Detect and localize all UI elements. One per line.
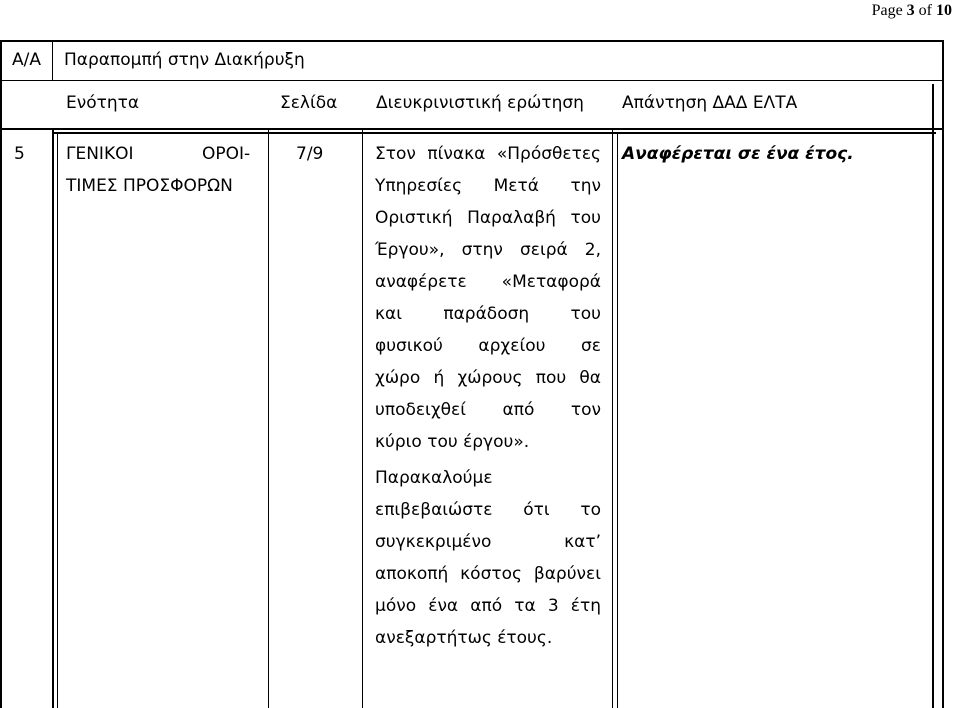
header-question: Διευκρινιστική ερώτηση: [376, 93, 584, 113]
header-aa: Α/Α: [12, 50, 41, 70]
question-line: Στον πίνακα «Πρόσθετες: [375, 144, 601, 164]
question-line: φυσικού αρχείου σε: [375, 336, 601, 356]
header-section: Ενότητα: [66, 93, 140, 113]
question-line: κύριο του έργου».: [375, 432, 530, 452]
question-line: Έργου», στην σειρά 2,: [375, 240, 601, 260]
page-label: Page: [871, 2, 903, 19]
question-line: αναφέρετε «Μεταφορά: [375, 272, 601, 292]
question-line: υποδειχθεί από τον: [375, 400, 601, 420]
question-line: ανεξαρτήτως έτους.: [375, 628, 553, 648]
question-line: χώρο ή χώρους που θα: [375, 368, 601, 388]
question-line: συγκεκριμένο κατ’: [375, 532, 601, 552]
col-divider-section: [52, 128, 54, 708]
col-divider-page: [268, 128, 269, 708]
question-line: και παράδοση του: [375, 304, 601, 324]
header-bottom-border: [0, 128, 944, 130]
question-line: Υπηρεσίες Μετά την: [375, 176, 601, 196]
answer-text: Αναφέρεται σε ένα έτος.: [622, 144, 854, 164]
question-paragraph-1: [375, 138, 601, 458]
row-section-word-2: ΟΡΟΙ-: [202, 144, 251, 164]
question-line: μόνο ένα από τα 3 έτη: [375, 596, 601, 616]
col-divider-aa: [52, 40, 53, 81]
header-shadow-line: [52, 132, 936, 134]
table-top-border: [0, 40, 944, 42]
question-line: επιβεβαιώστε ότι το: [375, 500, 601, 520]
question-line: αποκοπή κόστος βαρύνει: [375, 564, 601, 584]
current-page: 3: [906, 2, 915, 19]
table-left-border: [0, 40, 2, 708]
page-of-label: of: [918, 2, 932, 19]
header-divider: [0, 80, 944, 81]
table-right-border: [942, 40, 944, 708]
question-line: Παρακαλούμε: [375, 468, 493, 488]
row-section-word-1: ΓΕΝΙΚΟΙ: [66, 144, 134, 164]
col-divider-section-inner: [57, 132, 58, 708]
row-section-line-2: ΤΙΜΕΣ ΠΡΟΣΦΟΡΩΝ: [66, 176, 233, 196]
question-line: Οριστική Παραλαβή του: [375, 208, 601, 228]
row-number: 5: [14, 144, 25, 164]
header-answer: Απάντηση ΔΑΔ ΕΛΤΑ: [622, 93, 798, 113]
col-divider-answer: [612, 128, 613, 708]
row-page: 7/9: [296, 144, 324, 164]
total-pages: 10: [936, 2, 952, 19]
table-right-inner: [932, 84, 934, 708]
header-reference: Παραπομπή στην Διακήρυξη: [64, 50, 305, 70]
col-divider-answer-inner: [617, 132, 618, 708]
question-paragraph-2: [375, 462, 601, 654]
col-divider-question: [362, 128, 363, 708]
header-page: Σελίδα: [280, 93, 338, 113]
